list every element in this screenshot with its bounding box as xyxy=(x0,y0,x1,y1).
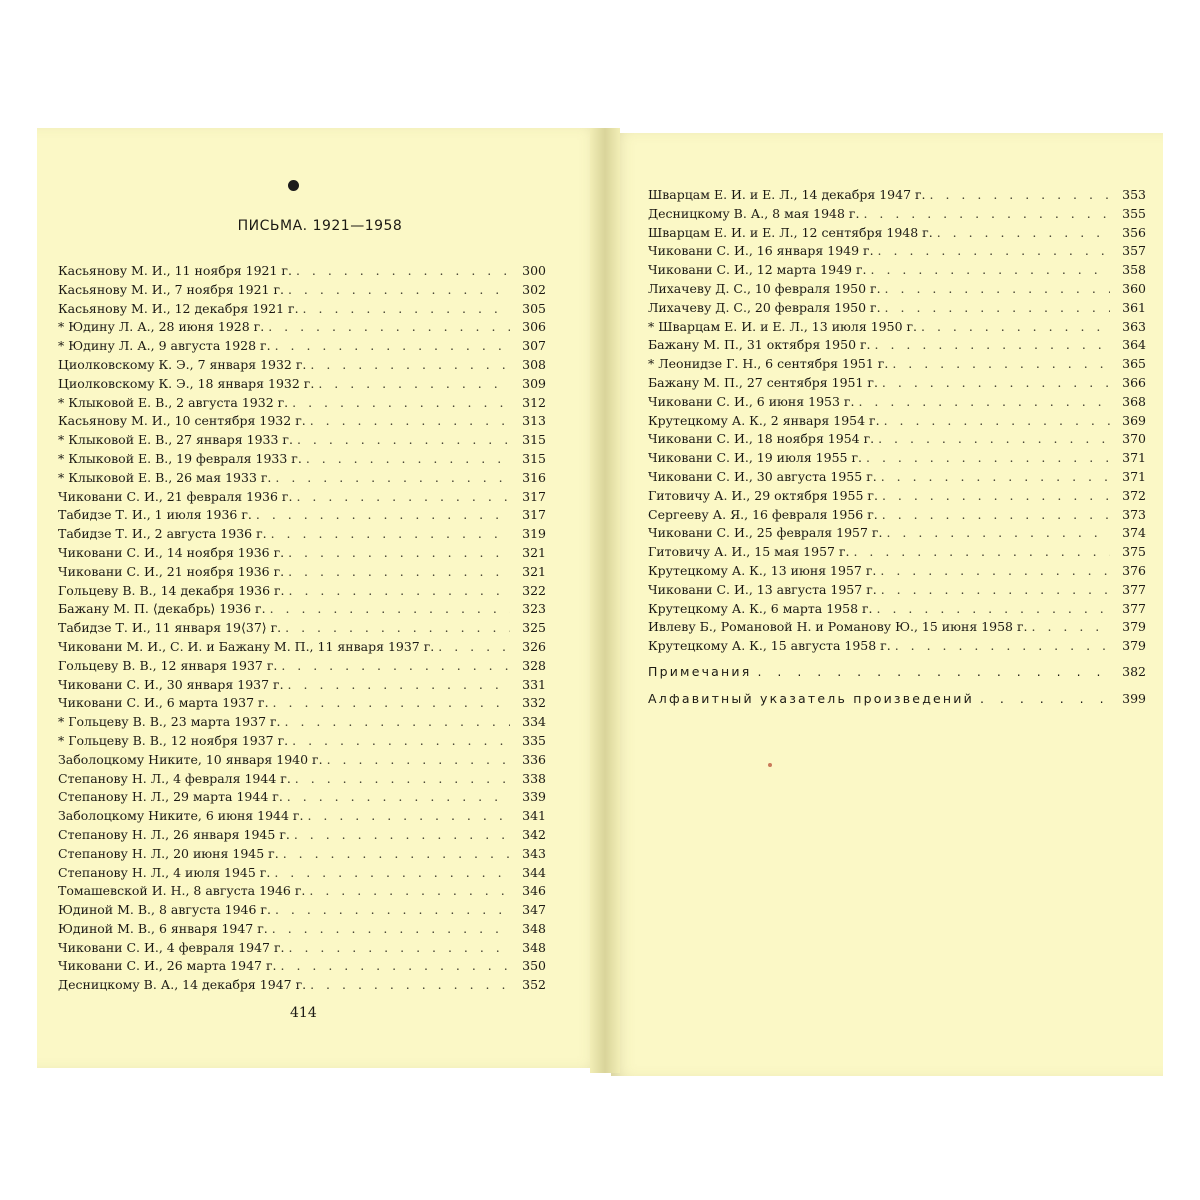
toc-entry-page: 350 xyxy=(522,958,546,974)
leader-dots xyxy=(878,242,1110,261)
book-spine xyxy=(590,128,620,1073)
leader-dots xyxy=(287,788,510,807)
toc-entry[interactable] xyxy=(58,864,546,883)
leader-dots xyxy=(309,882,510,901)
leader-dots xyxy=(296,262,510,281)
toc-entry-page: 315 xyxy=(522,432,546,448)
toc-entry[interactable] xyxy=(648,562,1146,581)
leader-dots xyxy=(310,356,510,375)
leader-dots xyxy=(895,637,1110,656)
toc-entry[interactable] xyxy=(648,600,1146,619)
toc-entry-page: 323 xyxy=(522,601,546,617)
toc-entry-page: 348 xyxy=(522,939,546,955)
toc-entry-title: Чиковани М. И., С. И. и Бажану М. П., 11 января 1937 г. xyxy=(58,638,435,654)
toc-entry-page: 302 xyxy=(522,281,546,297)
leader-dots xyxy=(281,657,510,676)
leader-dots xyxy=(288,563,510,582)
leader-dots xyxy=(292,732,510,751)
toc-entry-page: 342 xyxy=(522,826,546,842)
toc-entry-page: 341 xyxy=(522,808,546,824)
leader-dots xyxy=(980,691,1104,706)
toc-entry-title: * Клыковой Е. В., 27 января 1933 г. xyxy=(58,432,293,448)
appendix-index-page: 399 xyxy=(1122,691,1146,706)
toc-entry-page: 328 xyxy=(522,657,546,673)
bullet-mark xyxy=(288,180,299,191)
toc-entry-page: 357 xyxy=(1122,243,1146,259)
leader-dots xyxy=(285,619,510,638)
toc-entry-page: 364 xyxy=(1122,337,1146,353)
leader-dots xyxy=(283,845,510,864)
toc-entry[interactable] xyxy=(58,770,546,789)
toc-entry-page: 344 xyxy=(522,864,546,880)
leader-dots xyxy=(877,600,1110,619)
toc-entry[interactable] xyxy=(58,807,546,826)
toc-entry[interactable] xyxy=(648,336,1146,355)
toc-entry-title: * Гольцеву В. В., 12 ноября 1937 г. xyxy=(58,732,289,748)
leader-dots xyxy=(1032,618,1111,637)
leader-dots xyxy=(307,807,510,826)
toc-entry-title: * Леонидзе Г. Н., 6 сентября 1951 г. xyxy=(648,356,889,372)
toc-entry-title: Юдиной М. В., 6 января 1947 г. xyxy=(58,920,268,936)
leader-dots xyxy=(288,544,510,563)
toc-entry-page: 336 xyxy=(522,751,546,767)
toc-entry[interactable] xyxy=(648,543,1146,562)
toc-entry[interactable] xyxy=(648,449,1146,468)
section-title: ПИСЬМА. 1921—1958 xyxy=(237,218,403,234)
toc-entry-title: Степанову Н. Л., 20 июня 1945 г. xyxy=(58,845,279,861)
toc-entry-page: 352 xyxy=(522,977,546,993)
toc-entry-title: Чиковани С. И., 21 ноября 1936 г. xyxy=(58,563,285,579)
leader-dots xyxy=(289,582,510,601)
toc-entry-title: Заболоцкому Никите, 10 января 1940 г. xyxy=(58,751,323,767)
toc-entry[interactable] xyxy=(648,412,1146,431)
toc-entry-title: Касьянову М. И., 10 сентября 1932 г. xyxy=(58,413,306,429)
leader-dots xyxy=(882,487,1110,506)
toc-entry-title: Томашевской И. Н., 8 августа 1946 г. xyxy=(58,883,306,899)
toc-entry-page: 371 xyxy=(1122,468,1146,484)
toc-entry-page: 317 xyxy=(522,488,546,504)
leader-dots xyxy=(285,713,510,732)
appendix-notes-label: Примечания xyxy=(648,664,752,679)
leader-dots xyxy=(306,450,510,469)
toc-entry-title: Чиковани С. И., 30 августа 1955 г. xyxy=(648,468,877,484)
leader-dots xyxy=(880,562,1110,581)
toc-entry[interactable] xyxy=(58,318,546,337)
toc-entry-page: 325 xyxy=(522,620,546,636)
leader-dots xyxy=(930,186,1110,205)
toc-entry[interactable] xyxy=(58,469,546,488)
toc-entry[interactable] xyxy=(58,412,546,431)
toc-entry-page: 379 xyxy=(1122,638,1146,654)
toc-entry[interactable] xyxy=(58,845,546,864)
toc-entry-page: 308 xyxy=(522,356,546,372)
leader-dots xyxy=(275,337,510,356)
toc-entry[interactable] xyxy=(58,957,546,976)
toc-entry[interactable] xyxy=(58,262,546,281)
toc-entry-title: Степанову Н. Л., 26 января 1945 г. xyxy=(58,826,290,842)
leader-dots xyxy=(921,318,1110,337)
toc-entry-page: 313 xyxy=(522,413,546,429)
toc-entry[interactable] xyxy=(58,582,546,601)
toc-entry-title: Чиковани С. И., 14 ноября 1936 г. xyxy=(58,544,285,560)
leader-dots xyxy=(858,393,1110,412)
toc-entry-title: Бажану М. П. ⟨декабрь⟩ 1936 г. xyxy=(58,601,266,617)
toc-entry-title: Крутецкому А. К., 6 марта 1958 г. xyxy=(648,600,873,616)
toc-entry[interactable] xyxy=(58,356,546,375)
toc-entry-page: 360 xyxy=(1122,280,1146,296)
toc-entry-page: 379 xyxy=(1122,619,1146,635)
toc-entry-page: 312 xyxy=(522,394,546,410)
toc-entry-title: Гольцеву В. В., 14 декабря 1936 г. xyxy=(58,582,285,598)
toc-entry[interactable] xyxy=(58,882,546,901)
toc-entry[interactable] xyxy=(58,751,546,770)
leader-dots xyxy=(295,770,510,789)
leader-dots xyxy=(272,920,510,939)
toc-entry-title: Чиковани С. И., 25 февраля 1957 г. xyxy=(648,525,883,541)
toc-entry-title: Шварцам Е. И. и Е. Л., 14 декабря 1947 г. xyxy=(648,187,926,202)
toc-entry[interactable] xyxy=(648,318,1146,337)
toc-entry-title: Гольцеву В. В., 12 января 1937 г. xyxy=(58,657,278,673)
toc-entry-page: 361 xyxy=(1122,299,1146,315)
toc-entry[interactable] xyxy=(648,186,1146,205)
toc-entry[interactable] xyxy=(58,544,546,563)
toc-entry-page: 375 xyxy=(1122,544,1146,560)
leader-dots xyxy=(288,676,510,695)
leader-dots xyxy=(885,280,1110,299)
appendix-notes[interactable] xyxy=(648,664,1146,679)
leader-dots xyxy=(289,939,511,958)
toc-entry[interactable] xyxy=(648,524,1146,543)
page-number: 414 xyxy=(290,1005,317,1021)
toc-entry-page: 319 xyxy=(522,526,546,542)
toc-entry[interactable] xyxy=(648,355,1146,374)
toc-entry[interactable] xyxy=(648,205,1146,224)
toc-entry-title: Касьянову М. И., 12 декабря 1921 г. xyxy=(58,300,299,316)
toc-entry-title: Степанову Н. Л., 4 июля 1945 г. xyxy=(58,864,271,880)
leader-dots xyxy=(294,826,510,845)
toc-entry-title: Чиковани С. И., 13 августа 1957 г. xyxy=(648,581,877,597)
toc-entry-page: 346 xyxy=(522,883,546,899)
toc-entry-title: Десницкому В. А., 8 мая 1948 г. xyxy=(648,205,860,221)
toc-entry[interactable] xyxy=(648,468,1146,487)
toc-entry[interactable] xyxy=(648,374,1146,393)
toc-entry[interactable] xyxy=(58,638,546,657)
toc-entry-page: 347 xyxy=(522,902,546,918)
toc-entry-title: Крутецкому А. К., 15 августа 1958 г. xyxy=(648,638,891,654)
toc-entry[interactable] xyxy=(58,694,546,713)
toc-entry-page: 307 xyxy=(522,338,546,354)
leader-dots xyxy=(303,300,510,319)
toc-entry-title: Лихачеву Д. С., 20 февраля 1950 г. xyxy=(648,299,881,315)
toc-entry-page: 376 xyxy=(1122,562,1146,578)
left-toc-list xyxy=(58,262,546,995)
leader-dots xyxy=(292,394,510,413)
toc-entry[interactable] xyxy=(648,393,1146,412)
toc-entry-page: 316 xyxy=(522,469,546,485)
leader-dots xyxy=(318,375,510,394)
toc-entry-title: * Гольцеву В. В., 23 марта 1937 г. xyxy=(58,714,281,730)
leader-dots xyxy=(275,469,510,488)
toc-entry-title: Чиковани С. И., 18 ноября 1954 г. xyxy=(648,431,875,447)
toc-entry-page: 321 xyxy=(522,544,546,560)
leader-dots xyxy=(273,694,510,713)
toc-entry-page: 335 xyxy=(522,732,546,748)
leader-dots xyxy=(884,412,1110,431)
toc-entry-title: Гитовичу А. И., 29 октября 1955 г. xyxy=(648,487,878,503)
toc-entry-page: 358 xyxy=(1122,262,1146,278)
leader-dots xyxy=(885,299,1110,318)
toc-entry-title: Циолковскому К. Э., 18 января 1932 г. xyxy=(58,375,315,391)
toc-entry[interactable] xyxy=(58,600,546,619)
toc-entry-page: 348 xyxy=(522,920,546,936)
leader-dots xyxy=(863,205,1110,224)
toc-entry-page: 317 xyxy=(522,507,546,523)
leader-dots xyxy=(871,261,1111,280)
toc-entry[interactable] xyxy=(648,637,1146,656)
toc-entry[interactable] xyxy=(58,619,546,638)
leader-dots xyxy=(881,468,1110,487)
toc-entry[interactable] xyxy=(58,525,546,544)
leader-dots xyxy=(882,506,1110,525)
toc-entry-title: Бажану М. П., 31 октября 1950 г. xyxy=(648,337,871,353)
toc-entry-page: 322 xyxy=(522,582,546,598)
leader-dots xyxy=(881,581,1110,600)
toc-entry-title: Бажану М. П., 27 сентября 1951 г. xyxy=(648,374,878,390)
toc-entry-title: Чиковани С. И., 26 марта 1947 г. xyxy=(58,958,277,974)
toc-entry[interactable] xyxy=(58,657,546,676)
toc-entry-title: * Юдину Л. А., 9 августа 1928 г. xyxy=(58,338,271,354)
toc-entry[interactable] xyxy=(648,506,1146,525)
toc-entry[interactable] xyxy=(58,939,546,958)
leader-dots xyxy=(268,318,510,337)
toc-entry-title: Чиковани С. И., 6 июня 1953 г. xyxy=(648,393,855,409)
toc-entry-title: Ивлеву Б., Романовой Н. и Романову Ю., 15 июня 1958 г. xyxy=(648,619,1028,635)
toc-entry-page: 374 xyxy=(1122,525,1146,541)
leader-dots xyxy=(886,524,1110,543)
toc-entry-title: Чиковани С. И., 19 июля 1955 г. xyxy=(648,450,862,466)
toc-entry-title: Гитовичу А. И., 15 мая 1957 г. xyxy=(648,544,850,560)
toc-entry-title: Сергееву А. Я., 16 февраля 1956 г. xyxy=(648,506,878,522)
toc-entry-page: 366 xyxy=(1122,374,1146,390)
toc-entry-title: Чиковани С. И., 12 марта 1949 г. xyxy=(648,262,867,278)
leader-dots xyxy=(310,412,510,431)
leader-dots xyxy=(892,355,1110,374)
toc-entry[interactable] xyxy=(58,375,546,394)
toc-entry[interactable] xyxy=(648,299,1146,318)
toc-entry[interactable] xyxy=(648,242,1146,261)
toc-entry-page: 373 xyxy=(1122,506,1146,522)
leader-dots xyxy=(310,976,510,995)
toc-entry[interactable] xyxy=(58,300,546,319)
leader-dots xyxy=(270,600,510,619)
toc-entry-title: Чиковани С. И., 4 февраля 1947 г. xyxy=(58,939,285,955)
toc-entry-page: 353 xyxy=(1122,187,1146,202)
leader-dots xyxy=(271,525,510,544)
toc-entry-title: Табидзе Т. И., 2 августа 1936 г. xyxy=(58,526,267,542)
toc-entry-title: * Клыковой Е. В., 2 августа 1932 г. xyxy=(58,394,289,410)
toc-entry-page: 369 xyxy=(1122,412,1146,428)
toc-entry-page: 343 xyxy=(522,845,546,861)
toc-entry-page: 306 xyxy=(522,319,546,335)
leader-dots xyxy=(288,281,510,300)
toc-entry-page: 368 xyxy=(1122,393,1146,409)
leader-dots xyxy=(275,901,510,920)
leader-dots xyxy=(853,543,1110,562)
appendix-index[interactable] xyxy=(648,691,1146,706)
toc-entry-page: 339 xyxy=(522,789,546,805)
toc-entry[interactable] xyxy=(58,826,546,845)
toc-entry-title: Табидзе Т. И., 1 июля 1936 г. xyxy=(58,507,252,523)
toc-entry-title: Степанову Н. Л., 29 марта 1944 г. xyxy=(58,789,283,805)
toc-entry-page: 372 xyxy=(1122,487,1146,503)
toc-entry-page: 365 xyxy=(1122,356,1146,372)
toc-entry[interactable] xyxy=(58,431,546,450)
toc-entry-page: 377 xyxy=(1122,581,1146,597)
toc-entry-page: 377 xyxy=(1122,600,1146,616)
toc-entry[interactable] xyxy=(58,676,546,695)
toc-entry[interactable] xyxy=(58,488,546,507)
toc-entry-page: 363 xyxy=(1122,318,1146,334)
paper-speck xyxy=(768,763,772,767)
leader-dots xyxy=(757,664,1104,679)
toc-entry-title: Циолковскому К. Э., 7 января 1932 г. xyxy=(58,356,307,372)
toc-entry[interactable] xyxy=(648,280,1146,299)
toc-entry-title: Крутецкому А. К., 2 января 1954 г. xyxy=(648,412,880,428)
toc-entry[interactable] xyxy=(58,788,546,807)
toc-entry-page: 315 xyxy=(522,450,546,466)
toc-entry-page: 334 xyxy=(522,714,546,730)
toc-entry-title: Чиковани С. И., 6 марта 1937 г. xyxy=(58,695,269,711)
appendix-notes-page: 382 xyxy=(1122,664,1146,679)
toc-entry-title: Десницкому В. А., 14 декабря 1947 г. xyxy=(58,977,307,993)
toc-entry-title: * Юдину Л. А., 28 июня 1928 г. xyxy=(58,319,265,335)
toc-entry-page: 356 xyxy=(1122,224,1146,240)
leader-dots xyxy=(875,336,1110,355)
leader-dots xyxy=(256,506,510,525)
toc-entry[interactable] xyxy=(58,337,546,356)
toc-entry-page: 321 xyxy=(522,563,546,579)
toc-entry-title: Чиковани С. И., 21 февраля 1936 г. xyxy=(58,488,293,504)
toc-entry-page: 331 xyxy=(522,676,546,692)
leader-dots xyxy=(438,638,510,657)
toc-entry[interactable] xyxy=(648,581,1146,600)
toc-entry-title: Шварцам Е. И. и Е. Л., 12 сентября 1948 г. xyxy=(648,224,933,240)
toc-entry-page: 300 xyxy=(522,263,546,278)
toc-entry-page: 326 xyxy=(522,638,546,654)
toc-entry[interactable] xyxy=(648,224,1146,243)
toc-entry-page: 370 xyxy=(1122,431,1146,447)
toc-entry-title: * Шварцам Е. И. и Е. Л., 13 июля 1950 г. xyxy=(648,318,918,334)
toc-entry-title: Чиковани С. И., 16 января 1949 г. xyxy=(648,243,874,259)
appendix-index-label: Алфавитный указатель произведений xyxy=(648,691,974,706)
toc-entry-title: Заболоцкому Никите, 6 июня 1944 г. xyxy=(58,808,304,824)
toc-entry-title: * Клыковой Е. В., 19 февраля 1933 г. xyxy=(58,450,302,466)
toc-entry-page: 338 xyxy=(522,770,546,786)
leader-dots xyxy=(866,449,1110,468)
toc-entry[interactable] xyxy=(58,901,546,920)
leader-dots xyxy=(327,751,510,770)
toc-entry[interactable] xyxy=(648,618,1146,637)
toc-entry-title: Табидзе Т. И., 11 января 19⟨37⟩ г. xyxy=(58,620,282,636)
leader-dots xyxy=(297,431,510,450)
toc-entry-title: * Клыковой Е. В., 26 мая 1933 г. xyxy=(58,469,272,485)
toc-entry-page: 355 xyxy=(1122,205,1146,221)
toc-entry[interactable] xyxy=(58,450,546,469)
toc-entry[interactable] xyxy=(58,976,546,995)
toc-entry-title: Касьянову М. И., 7 ноября 1921 г. xyxy=(58,281,284,297)
toc-entry-page: 305 xyxy=(522,300,546,316)
toc-entry[interactable] xyxy=(58,394,546,413)
leader-dots xyxy=(937,224,1110,243)
leader-dots xyxy=(274,864,510,883)
toc-entry[interactable] xyxy=(648,430,1146,449)
leader-dots xyxy=(882,374,1110,393)
toc-entry-page: 371 xyxy=(1122,450,1146,466)
toc-entry-title: Касьянову М. И., 11 ноября 1921 г. xyxy=(58,263,292,278)
toc-entry[interactable] xyxy=(58,563,546,582)
right-toc-list xyxy=(648,186,1146,656)
toc-entry[interactable] xyxy=(58,732,546,751)
toc-entry-page: 309 xyxy=(522,375,546,391)
toc-entry-page: 332 xyxy=(522,695,546,711)
toc-entry-title: Крутецкому А. К., 13 июня 1957 г. xyxy=(648,562,877,578)
toc-entry-title: Юдиной М. В., 8 августа 1946 г. xyxy=(58,902,271,918)
leader-dots xyxy=(296,488,510,507)
toc-entry[interactable] xyxy=(58,281,546,300)
leader-dots xyxy=(281,957,511,976)
leader-dots xyxy=(878,430,1110,449)
toc-entry-title: Чиковани С. И., 30 января 1937 г. xyxy=(58,676,284,692)
toc-entry[interactable] xyxy=(648,261,1146,280)
toc-entry[interactable] xyxy=(648,487,1146,506)
toc-entry[interactable] xyxy=(58,506,546,525)
toc-entry[interactable] xyxy=(58,713,546,732)
toc-entry-title: Лихачеву Д. С., 10 февраля 1950 г. xyxy=(648,280,881,296)
toc-entry[interactable] xyxy=(58,920,546,939)
toc-entry-title: Степанову Н. Л., 4 февраля 1944 г. xyxy=(58,770,291,786)
